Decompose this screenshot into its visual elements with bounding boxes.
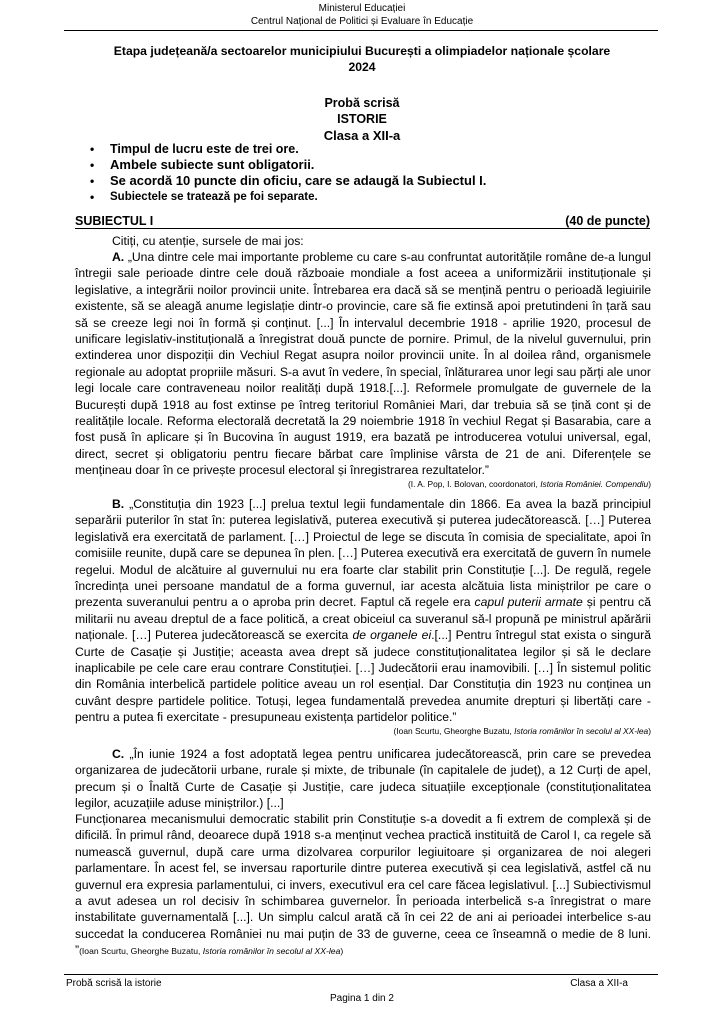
source-c-paragraph-2: Funcționarea mecanismului democratic stabilit prin Constituție s-a dovedit a fi extrem de complexă și de dificilă. În primul rând, deoarece după 1918 s-a menținut vechea practică instituită de Carol I, ca regele să numească guvernul, după care urma dizolvarea corpurilor legiuitoare și organizarea de noi alegeri parlamentare. În acest fel, se inversau raporturile dintre puterea executivă și cea legislativă, astfel că nu guvernul era expresia parlamentului, ci invers, executivul era cel care făcea legislativul. [...] Subiectivismul a avut adesea un rol decisiv în schimbarea guvernelor. În perioada interbelică s-a înregistrat o mare instabilitate guvernamentală [...]. Un simplu calcul arată că în cei 22 de ani ai perioadei interbelice s-au succedat la conducerea României nu mai puțin de 33 de guverne, ceea ce înseamnă o medie de 8 luni. ”(Ioan Scurtu, Gheorghe Buzatu, Istoria românilor în secolul al XX-lea) — [75, 812, 651, 958]
exam-title: Etapa județeană/a sectoarelor municipiului București a olimpiadelor naționale școlare — [113, 44, 611, 58]
rules-list — [90, 141, 486, 205]
intro-text: Citiți, cu atenție, sursele de mai jos: — [112, 234, 304, 248]
footer-right: Clasa a XII-a — [570, 978, 628, 989]
rule-item: • Se acordă 10 puncte din oficiu, care se adaugă la Subiectul I. — [90, 173, 486, 189]
source-b-label: B. — [112, 497, 125, 511]
header-center: Centrul Național de Politici și Evaluare în Educație — [250, 16, 474, 27]
section-points: (40 de puncte) — [565, 214, 650, 228]
section-title: SUBIECTUL I — [75, 214, 154, 228]
exam-year: 2024 — [348, 60, 376, 74]
footer-divider — [64, 974, 658, 975]
source-a-text: „Una dintre cele mai importante probleme cu care s-au confruntat autoritățile române de-a lungul întregii sale perioade dintre cele două războaie mondiale a fost aceea a uniformizării instituționale și legislative, a integrării noilor provincii unite. Întrebarea era dacă să se mențină pentru o perioadă legiuirile existente, să se aleagă anume legislație dintr-o provincie, care să fie extinsă apoi pretutindeni în țară sau să se creeze legi noi în formă și conținut. [...] În intervalul decembrie 1918 - aprilie 1920, procesul de unificare legislativ-instituțională a înregistrat două puncte de pornire. Primul, de la nivelul guvernului, prin extinderea unor dispoziții din Vechiul Regat asupra noilor provincii unite. În al doilea rând, organismele regionale au adoptat propriile măsuri. S-a avut în vedere, în special, înlăturarea unor legi sau părți ale unor legi locale care contraveneau noilor realități după 1918.[...]. Reformele promulgate de guvernele de la București după 1918 au fost extinse pe întreg teritoriul României Mari, dar trebuia să se țină cont și de realitățile locale. Reforma electorală decretată la 29 noiembrie 1918 în vechiul Regat și Basarabia, care a fost pusă în aplicare și în Bucovina în august 1919, era bazată pe introducerea votului universal, egal, direct, secret și obligatoriu pentru fiecare bărbat care împlinise vârsta de 21 de ani. Diferențele se mențineau doar în ce privește procesul electoral și înregistrarea rezultatelor.” — [75, 250, 652, 478]
source-b: B. „Constituția din 1923 [...] prelua textul legii fundamentale din 1866. Ea avea la bază principiul separării puterilor în stat în: puterea legislativă, puterea executivă și puterea judecătorească. […] Puterea legislativă era exercitată de parlament. […] Proiectul de lege se discuta în comisia de specialitate, apoi în comisiile reunite, după care se depunea în plen. […] Puterea executivă era exercitată de guvern în numele regelui. Modul de alcătuire al guvernului nu era foarte clar stabilit prin Constituție [...]. De regulă, regele încredința unei persoane mandatul de a forma guvernul, iar acesta alcătuia lista miniștrilor pe care o prezenta suveranului pentru a o aproba prin decret. Faptul că regele era capul puterii armate și pentru că militarii nu aveau dreptul de a face politică, a creat obiceiul ca suveranul să-l propună pe ministrul apărării naționale. […] Puterea judecătorească se exercita de organele ei.[...] Pentru întregul stat exista o singură Curte de Casație și Justiție; aceasta avea drept să judece constituționalitatea legilor și să le declare inaplicabile pe cele care erau contrare Constituției. […] Judecătorii erau inamovibili. […] În sistemul politic din România interbelică partidele politice aveau un rol esențial. Dar Constituția din 1923 nu conținea un cuvânt despre partidele politice. Totuși, legea fundamentală prevedea anumite drepturi și libertăți care - pentru a putea fi exercitate - presupuneau existența partidelor politice.” — [75, 497, 651, 725]
source-b-citation: (Ioan Scurtu, Gheorghe Buzatu, Istoria românilor în secolul al XX-lea) — [393, 726, 651, 736]
source-c-citation: (Ioan Scurtu, Gheorghe Buzatu, Istoria românilor în secolul al XX-lea) — [79, 946, 344, 957]
rule-item: • Timpul de lucru este de trei ore. — [90, 141, 486, 157]
page-number: Pagina 1 din 2 — [330, 993, 394, 1004]
exam-class: Clasa a XII-a — [323, 128, 401, 143]
footer-left: Probă scrisă la istorie — [66, 978, 162, 989]
rule-item: • Subiectele se tratează pe foi separate. — [90, 189, 486, 205]
exam-type: Probă scrisă — [324, 96, 400, 110]
rule-item: • Ambele subiecte sunt obligatorii. — [90, 157, 486, 173]
header-ministry: Ministerul Educației — [318, 3, 406, 14]
source-a-citation: (I. A. Pop, I. Bolovan, coordonatori, Istoria României. Compendiu) — [407, 479, 651, 489]
section-heading — [75, 214, 650, 229]
source-a-label: A. — [112, 250, 125, 264]
source-a — [75, 249, 651, 479]
exam-subject: ISTORIE — [337, 112, 387, 126]
source-c-label: C. — [112, 747, 125, 761]
header-divider — [64, 30, 658, 31]
source-c: C. „În iunie 1924 a fost adoptată legea pentru unificarea judecătorească, prin care se prevedea organizarea de judecătorii urbane, rurale și mixte, de tribunale (în capitalele de județ), a 12 Curți de apel, precum și o Înaltă Curte de Casație și Justiție, care judeca situațiile excepționale (constituționalitatea legilor, acuzațiile aduse miniștrilor.) [...] — [75, 747, 651, 811]
